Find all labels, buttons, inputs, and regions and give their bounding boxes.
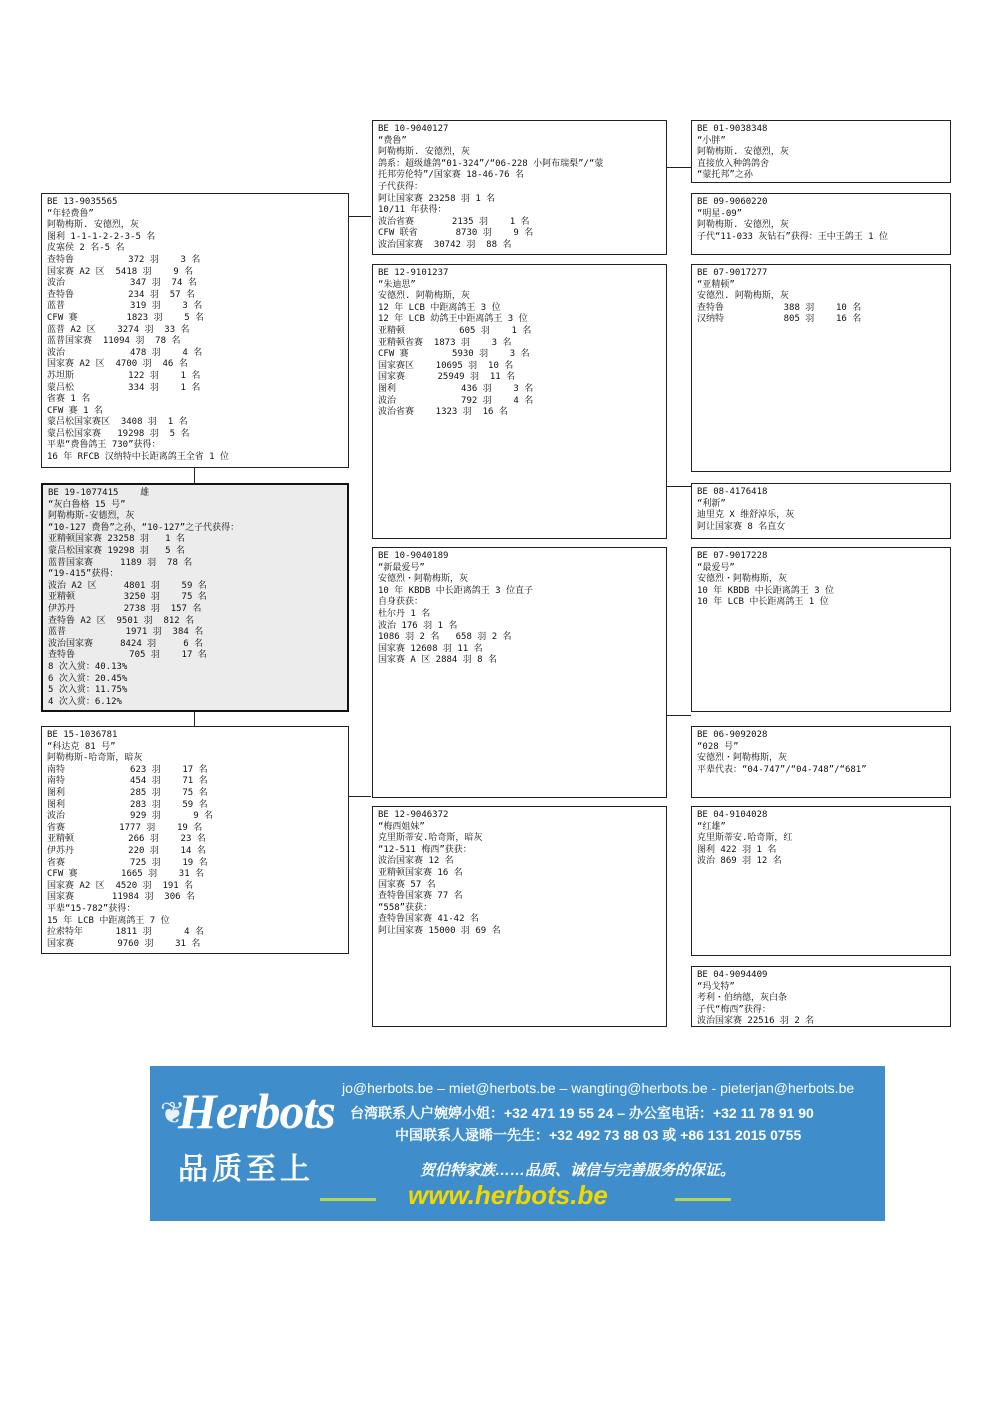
pedigree-line: 10 年 KBDB 中长距离鸽王 3 位 xyxy=(697,585,835,596)
china-contact: 中国联系人逯晞一先生：+32 492 73 88 03 或 +86 131 2015 0755 xyxy=(395,1127,802,1143)
pedigree-line: CFW 赛 5930 羽 3 名 xyxy=(378,349,530,360)
pedigree-line: “明星-09” xyxy=(697,208,743,219)
pedigree-line: 图利 285 羽 75 名 xyxy=(47,787,208,798)
pedigree-line: 国家赛 A2 区 4520 羽 191 名 xyxy=(47,880,194,891)
pedigree-line: 亚精顿国家赛 16 名 xyxy=(378,867,463,878)
pedigree-line: 阿勒梅斯-安德烈，灰 xyxy=(48,511,135,522)
pedigree-line: 迪里克 X 维舒淖乐，灰 xyxy=(697,510,795,521)
pedigree-line: 阿勒梅斯. 安德烈，灰 xyxy=(697,147,789,158)
pedigree-line: 16 年 RFCB 汉纳特中长距离鸽王全省 1 位 xyxy=(47,452,230,463)
pedigree-line: 自身获获： xyxy=(378,597,424,608)
pedigree-line: 安德烈. 阿勒梅斯，灰 xyxy=(697,291,789,302)
pedigree-line: 查特鲁国家赛 41-42 名 xyxy=(378,914,479,925)
pedigree-line: “558”获获： xyxy=(378,902,433,913)
pedigree-line: 蓝普 319 羽 3 名 xyxy=(47,301,203,312)
pedigree-line: 1086 羽 2 名 658 羽 2 名 xyxy=(378,632,512,643)
pedigree-line: 波治 347 羽 74 名 xyxy=(47,278,197,289)
connector-line xyxy=(667,715,691,716)
pedigree-line: 鸽系：超级雄鸽“01-324”/“06-228 小阿布瑞梨”/“蒙 xyxy=(378,158,604,169)
pedigree-line: 蓝普 A2 区 3274 羽 33 名 xyxy=(47,324,190,335)
pedigree-line: 亚精顿省赛 1873 羽 3 名 xyxy=(378,337,512,348)
pedigree-line: 直接放入种鸽鸽舍 xyxy=(697,158,770,169)
sire-box xyxy=(41,193,349,468)
pedigree-line: “蒙托邦”之孙 xyxy=(697,170,753,181)
pedigree-line: 国家赛 A2 区 5418 羽 9 名 xyxy=(47,266,194,277)
pedigree-line: BE 07-9017277 xyxy=(697,268,768,278)
herbots-logo: Herbots xyxy=(178,1083,335,1139)
wing-icon: ❦ xyxy=(160,1097,186,1130)
pedigree-line: 阿勒梅斯. 安德烈，灰 xyxy=(697,220,789,231)
pedigree-line: 图利 1-1-1-2-2-3-5 名 xyxy=(47,231,156,242)
pedigree-line: 蓝普 1971 羽 384 名 xyxy=(48,627,204,638)
pedigree-line: 4 次入赏：6.12% xyxy=(48,696,122,707)
pedigree-line: 子代“11-033 灰钻石”获得：王中王鸽王 1 位 xyxy=(697,231,889,242)
pedigree-line: CFW 赛 1 名 xyxy=(47,405,103,416)
pedigree-line: BE 04-9104028 xyxy=(697,810,768,820)
pedigree-line: 图利 436 羽 3 名 xyxy=(378,383,534,394)
pedigree-line: 国家赛 A2 区 4700 羽 46 名 xyxy=(47,359,188,370)
pedigree-line: 南特 623 羽 17 名 xyxy=(47,764,208,775)
pedigree-line: 阿勒梅斯-哈奇斯，暗灰 xyxy=(47,753,143,764)
ddd-box xyxy=(691,966,951,1027)
divider-bar-right xyxy=(675,1198,731,1201)
divider-bar-left xyxy=(320,1198,376,1201)
pedigree-line: 拉索特年 1811 羽 4 名 xyxy=(47,927,204,938)
pedigree-line: 平辈“费鲁鸽王 730”获得： xyxy=(47,440,161,451)
pedigree-line: 亚精顿国家赛 23258 羽 1 名 xyxy=(48,534,186,545)
pedigree-line: BE 15-1036781 xyxy=(47,730,118,740)
sss-box xyxy=(691,120,951,183)
pedigree-line: CFW 赛 1665 羽 31 名 xyxy=(47,869,205,880)
pedigree-line: 波治 A2 区 4801 羽 59 名 xyxy=(48,580,207,591)
pedigree-line: “费鲁” xyxy=(378,135,407,146)
connector-line xyxy=(667,486,691,487)
pedigree-line: 波治国家赛 22516 羽 2 名 xyxy=(697,1016,815,1027)
connector-line xyxy=(194,712,195,726)
dam-dam-box xyxy=(372,806,667,1027)
pedigree-line: 15 年 LCB 中距离鸽王 7 位 xyxy=(47,915,170,926)
pedigree-line: “利新” xyxy=(697,498,726,509)
pedigree-line: 皮塞侯 2 名-5 名 xyxy=(47,243,125,254)
pedigree-line: 波治省赛 2135 羽 1 名 xyxy=(378,216,530,227)
pedigree-line: “最爱号” xyxy=(697,562,735,573)
pedigree-line: 子代“梅西”获得： xyxy=(697,1004,771,1015)
pedigree-line: “玛戈特” xyxy=(697,981,735,992)
pedigree-line: 汉纳特 805 羽 16 名 xyxy=(697,314,862,325)
email-contacts[interactable]: jo@herbots.be – miet@herbots.be – wangting@herbots.be - pieterjan@herbots.be xyxy=(342,1080,855,1096)
pedigree-line: 阿让国家赛 8 名直女 xyxy=(697,521,786,532)
pedigree-line: “朱迪思” xyxy=(378,279,416,290)
pedigree-line: 波治 869 羽 12 名 xyxy=(697,856,782,867)
dds-box xyxy=(691,806,951,956)
pedigree-line: 省赛 1 名 xyxy=(47,394,91,405)
pedigree-line: 国家赛 9760 羽 31 名 xyxy=(47,938,201,949)
dsd-box xyxy=(691,726,951,798)
connector-line xyxy=(349,216,371,217)
pedigree-line: BE 07-9017228 xyxy=(697,551,768,561)
pedigree-line: 6 次入赏：20.45% xyxy=(48,673,128,684)
pedigree-line: 查特鲁 234 羽 57 名 xyxy=(47,289,195,300)
pedigree-line: BE 19-1077415 雄 xyxy=(48,488,150,498)
pedigree-line: 8 次入赏：40.13% xyxy=(48,661,128,672)
pedigree-line: 蒙吕松国家赛 19298 羽 5 名 xyxy=(47,428,190,439)
pedigree-line: BE 10-9040127 xyxy=(378,124,449,134)
pedigree-line: 图利 422 羽 1 名 xyxy=(697,844,777,855)
pedigree-line: 国家赛 57 名 xyxy=(378,879,436,890)
sdd-box xyxy=(691,483,951,539)
pedigree-line: 亚精顿 605 羽 1 名 xyxy=(378,325,532,336)
pedigree-line: 波治国家赛 30742 羽 88 名 xyxy=(378,239,512,250)
pedigree-line: “12-511 梅西”获获： xyxy=(378,844,472,855)
pedigree-line: 查特鲁 705 羽 17 名 xyxy=(48,650,207,661)
pedigree-line: 苏坦斯 122 羽 1 名 xyxy=(47,370,201,381)
pedigree-line: 蒙吕松国家赛区 3408 羽 1 名 xyxy=(47,417,188,428)
pedigree-line: 波治 176 羽 1 名 xyxy=(378,620,458,631)
sire-dam-box xyxy=(372,264,667,539)
pedigree-line: 蓝普国家赛 11094 羽 78 名 xyxy=(47,336,181,347)
pedigree-line: BE 12-9101237 xyxy=(378,268,449,278)
pedigree-line: 杜尔丹 1 名 xyxy=(378,608,431,619)
pedigree-line: 波治 792 羽 4 名 xyxy=(378,395,534,406)
pedigree-line: 波治 478 羽 4 名 xyxy=(47,347,203,358)
pedigree-line: 蒙吕松国家赛 19298 羽 5 名 xyxy=(48,545,186,556)
pedigree-line: 5 次入赏：11.75% xyxy=(48,685,128,696)
website-link[interactable]: www.herbots.be xyxy=(408,1180,608,1210)
pedigree-line: 国家赛 11984 羽 306 名 xyxy=(47,892,195,903)
pedigree-line: “19-415”获得： xyxy=(48,569,119,580)
pedigree-line: 12 年 LCB 幼鸽王中距离鸽王 3 位 xyxy=(378,314,528,325)
pedigree-line: 波治省赛 1323 羽 16 名 xyxy=(378,407,508,418)
pedigree-line: 安德烈・阿勒梅斯，灰 xyxy=(697,753,788,764)
pedigree-line: 阿让国家赛 23258 羽 1 名 xyxy=(378,193,496,204)
pedigree-line: 伊苏丹 220 羽 14 名 xyxy=(47,845,206,856)
pedigree-line: 阿勒梅斯. 安德烈，灰 xyxy=(378,147,470,158)
dam-sire-box xyxy=(372,547,667,798)
pedigree-line: “年轻费鲁” xyxy=(47,208,94,219)
motto: 贺伯特家族……品质、诚信与完善服务的保证。 xyxy=(420,1162,736,1179)
herbots-banner xyxy=(150,1066,885,1221)
pedigree-line: BE 10-9040189 xyxy=(378,551,449,561)
pedigree-line: 南特 454 羽 71 名 xyxy=(47,776,208,787)
subject-bird-box xyxy=(41,483,349,712)
pedigree-line: BE 12-9046372 xyxy=(378,810,449,820)
pedigree-line: 国家赛 25949 羽 11 名 xyxy=(378,372,516,383)
pedigree-line: CFW 赛 1823 羽 5 名 xyxy=(47,312,205,323)
pedigree-line: “科达克 81 号” xyxy=(47,741,116,752)
ssd-box xyxy=(691,193,951,255)
pedigree-line: “红雄” xyxy=(697,821,726,832)
pedigree-line: “梅西姐妹” xyxy=(378,821,425,832)
pedigree-line: CFW 联省 8730 羽 9 名 xyxy=(378,228,534,239)
pedigree-line: 省赛 1777 羽 19 名 xyxy=(47,822,203,833)
pedigree-line: 平辈“15-782”获得： xyxy=(47,903,136,914)
pedigree-line: 查特鲁 388 羽 10 名 xyxy=(697,302,862,313)
taiwan-contact: 台湾联系人户婉婷小姐：+32 471 19 55 24 – 办公室电话：+32 11 78 91 90 xyxy=(350,1105,814,1121)
pedigree-line: “10-127 费鲁”之孙，“10-127”之子代获得： xyxy=(48,522,240,533)
pedigree-line: 安德烈. 阿勒梅斯，灰 xyxy=(378,291,470,302)
pedigree-line: 10 年 KBDB 中长距离鸽王 3 位直子 xyxy=(378,585,534,596)
connector-line xyxy=(349,796,371,797)
pedigree-line: 亚精顿 266 羽 23 名 xyxy=(47,834,206,845)
sds-box xyxy=(691,264,951,472)
pedigree-line: 查特鲁 372 羽 3 名 xyxy=(47,254,201,265)
connector-line xyxy=(194,468,195,483)
pedigree-line: 安德烈・阿勒梅斯，灰 xyxy=(378,574,469,585)
pedigree-line: BE 09-9060220 xyxy=(697,197,768,207)
pedigree-line: 10 年 LCB 中长距离鸽王 1 位 xyxy=(697,597,829,608)
pedigree-line: 波治国家赛 12 名 xyxy=(378,856,454,867)
pedigree-line: “亚精顿” xyxy=(697,279,735,290)
pedigree-line: BE 13-9035565 xyxy=(47,197,118,207)
pedigree-line: 安德烈・阿勒梅斯，灰 xyxy=(697,574,788,585)
pedigree-line: 省赛 725 羽 19 名 xyxy=(47,857,208,868)
pedigree-line: 图利 283 羽 59 名 xyxy=(47,799,208,810)
pedigree-line: 托邦劳伦特”/国家赛 18-46-76 名 xyxy=(378,170,525,181)
pedigree-line: 克里斯蒂安.哈奇斯，红 xyxy=(697,833,793,844)
pedigree-line: 查特鲁国家赛 77 名 xyxy=(378,891,463,902)
pedigree-line: BE 06-9092028 xyxy=(697,730,768,740)
pedigree-line: 蓝普国家赛 1189 羽 78 名 xyxy=(48,557,193,568)
connector-line xyxy=(667,167,691,168)
pedigree-line: BE 08-4176418 xyxy=(697,487,768,497)
pedigree-line: 亚精顿 3250 羽 75 名 xyxy=(48,592,207,603)
pedigree-line: “028 号” xyxy=(697,741,739,752)
pedigree-line: 国家赛 A 区 2884 羽 8 名 xyxy=(378,655,498,666)
pedigree-line: 波治国家赛 8424 羽 6 名 xyxy=(48,638,204,649)
pedigree-line: 子代获得： xyxy=(378,181,424,192)
pedigree-line: 10/11 年获得： xyxy=(378,205,447,216)
pedigree-line: 考利・伯纳德，灰白条 xyxy=(697,993,788,1004)
pedigree-line: 12 年 LCB 中距离鸽王 3 位 xyxy=(378,302,501,313)
pedigree-line: “小胖” xyxy=(697,135,726,146)
pedigree-line: “灰白鲁格 15 号” xyxy=(48,499,126,510)
slogan: 品质至上 xyxy=(178,1153,314,1186)
dam-box xyxy=(41,726,349,954)
pedigree-line: 伊苏丹 2738 羽 157 名 xyxy=(48,603,202,614)
dss-box xyxy=(691,547,951,712)
pedigree-line: 克里斯蒂安.哈奇斯，暗灰 xyxy=(378,833,483,844)
pedigree-line: 查特鲁 A2 区 9501 羽 812 名 xyxy=(48,615,195,626)
pedigree-line: BE 04-9094409 xyxy=(697,970,768,980)
pedigree-line: BE 01-9038348 xyxy=(697,124,768,134)
pedigree-line: 阿让国家赛 15000 羽 69 名 xyxy=(378,925,501,936)
pedigree-line: 蒙吕松 334 羽 1 名 xyxy=(47,382,201,393)
sire-sire-box xyxy=(372,120,667,255)
pedigree-line: 国家赛 12608 羽 11 名 xyxy=(378,643,483,654)
pedigree-line: 平辈代表：“04-747”/“04-748”/“681” xyxy=(697,764,867,775)
pedigree-line: “新最爱号” xyxy=(378,562,425,573)
pedigree-line: 阿勒梅斯. 安德烈，灰 xyxy=(47,220,139,231)
pedigree-line: 国家赛区 10695 羽 10 名 xyxy=(378,360,514,371)
pedigree-line: 波治 929 羽 9 名 xyxy=(47,811,214,822)
